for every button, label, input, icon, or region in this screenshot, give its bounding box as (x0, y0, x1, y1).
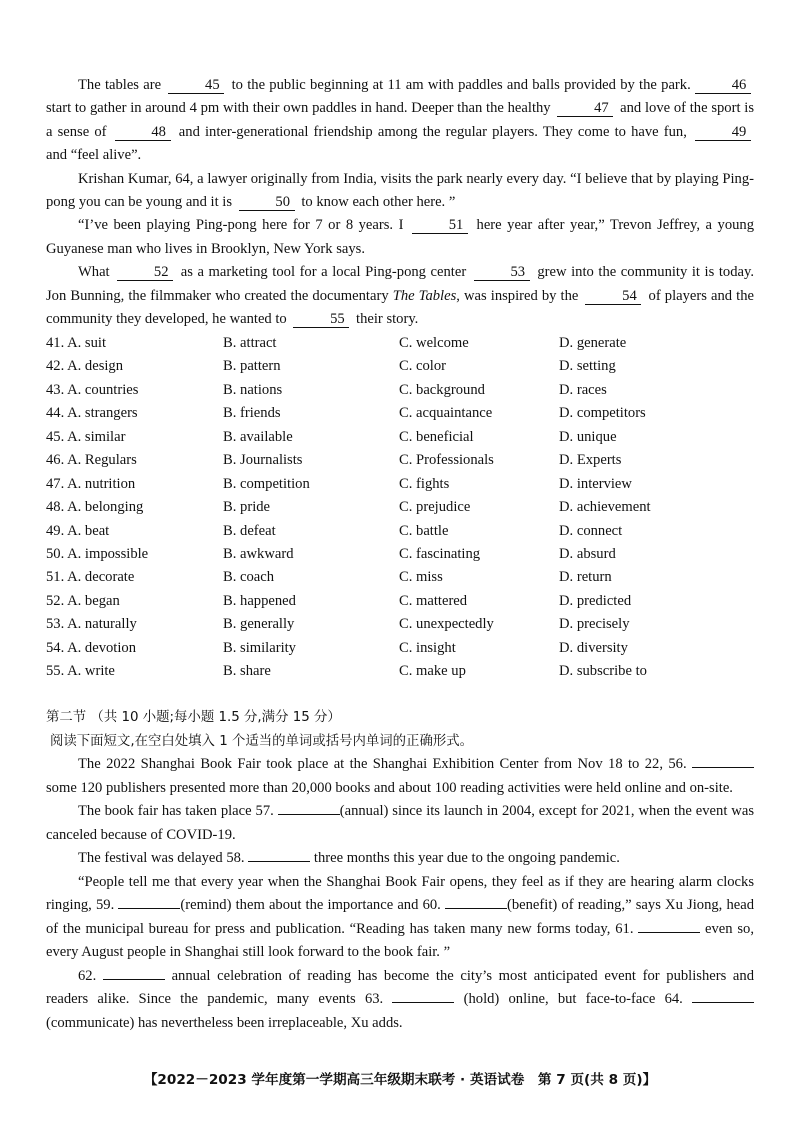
page-footer: 【2022－2023 学年度第一学期高三年级期末联考 · 英语试卷 第 7 页(共 8 页)】 (143, 1072, 657, 1088)
option-c[interactable]: C. background (399, 381, 485, 398)
grammar-paragraph-4: “People tell me that every year when the Shanghai Book Fair opens, they feel as if they are hearing alarm clocks ringing, 59. (remind) them about the importance and 60. (benefit) of reading,” says Xu Jiong, head of the municipal bureau for press and publication. “Reading has taken many new forms today, 61. even so, every August people in Shanghai still look forward to the book fair. ” (46, 873, 755, 961)
option-b[interactable]: B. pride (223, 499, 271, 516)
answer-blank-62[interactable] (103, 979, 165, 980)
option-d[interactable]: D. competitors (559, 405, 646, 422)
answer-blank-56[interactable] (692, 767, 754, 768)
grammar-paragraph-3: The festival was delayed 58. three months this year due to the ongoing pandemic. (78, 850, 620, 867)
option-b[interactable]: B. Journalists (223, 452, 303, 469)
option-d[interactable]: D. absurd (559, 545, 616, 562)
option-b[interactable]: B. nations (223, 381, 283, 398)
blank-47[interactable]: 47 (557, 101, 613, 117)
option-c[interactable]: C. welcome (399, 335, 469, 351)
option-row (46, 426, 754, 449)
answer-blank-61[interactable] (638, 932, 700, 933)
option-d[interactable]: D. setting (559, 358, 616, 375)
grammar-paragraph-2: The book fair has taken place 57. (annual) since its launch in 2004, except for 2021, when the event was canceled because of COVID-19. (46, 803, 755, 843)
option-c[interactable]: C. beneficial (399, 428, 474, 445)
option-a[interactable]: 50. A. impossible (46, 545, 149, 562)
option-d[interactable]: D. return (559, 569, 612, 586)
grammar-paragraph-1: The 2022 Shanghai Book Fair took place at the Shanghai Exhibition Center from Nov 18 to 22, 56. some 120 publishers presented more than 20,000 books and about 100 reading activities were held online and on-site. (46, 753, 754, 800)
option-a[interactable]: 49. A. beat (46, 522, 110, 539)
option-d[interactable]: D. subscribe to (559, 663, 647, 680)
option-c[interactable]: C. color (399, 358, 447, 375)
option-b[interactable]: B. attract (223, 335, 277, 351)
option-row (46, 402, 754, 425)
option-d[interactable]: D. achievement (559, 499, 651, 516)
option-a[interactable]: 46. A. Regulars (46, 452, 137, 469)
option-row (46, 590, 754, 613)
cloze-passage (46, 74, 754, 331)
option-row (46, 520, 754, 543)
option-b[interactable]: B. share (223, 663, 271, 680)
blank-55[interactable]: 55 (293, 312, 349, 328)
answer-blank-59[interactable] (118, 908, 180, 909)
option-d[interactable]: D. Experts (559, 452, 622, 469)
option-d[interactable]: D. generate (559, 335, 627, 351)
option-row (46, 473, 754, 496)
option-a[interactable]: 48. A. belonging (46, 499, 144, 516)
option-c[interactable]: C. fascinating (399, 545, 481, 562)
answer-options (46, 332, 754, 684)
option-a[interactable]: 43. A. countries (46, 381, 139, 398)
option-c[interactable]: C. Professionals (399, 452, 494, 469)
option-c[interactable]: C. insight (399, 639, 456, 656)
section-title: 第二节 （共 10 小题;每小题 1.5 分,满分 15 分） (46, 710, 341, 725)
option-row (46, 496, 754, 519)
option-a[interactable]: 54. A. devotion (46, 639, 136, 656)
option-d[interactable]: D. diversity (559, 639, 628, 656)
answer-blank-60[interactable] (445, 908, 507, 909)
option-a[interactable]: 52. A. began (46, 592, 120, 609)
option-row (46, 332, 754, 355)
answer-blank-63[interactable] (392, 1002, 454, 1003)
option-b[interactable]: B. coach (223, 569, 275, 586)
option-row (46, 566, 754, 589)
option-b[interactable]: B. competition (223, 475, 310, 492)
blank-54[interactable]: 54 (585, 289, 641, 305)
option-c[interactable]: C. acquaintance (399, 405, 493, 422)
option-d[interactable]: D. precisely (559, 616, 630, 633)
option-a[interactable]: 44. A. strangers (46, 405, 138, 422)
documentary-title: The Tables (392, 287, 457, 304)
option-row (46, 637, 754, 660)
option-c[interactable]: C. mattered (399, 592, 468, 609)
section-two (46, 706, 754, 1036)
passage-paragraph-1: The tables are 45 to the public beginning at 11 am with paddles and balls provided by the park. 46 start to gather in around 4 pm with their own paddles in hand. Deeper than the healthy 47 and love of the sport is a sense of 48 and inter-generational friendship among the regular players. They come to have fun, 49 and “feel alive”. (46, 77, 755, 164)
option-b[interactable]: B. awkward (223, 545, 294, 562)
option-b[interactable]: B. similarity (223, 639, 296, 656)
option-a[interactable]: 51. A. decorate (46, 569, 135, 586)
option-a[interactable]: 47. A. nutrition (46, 475, 136, 492)
blank-48[interactable]: 48 (115, 125, 171, 141)
option-b[interactable]: B. defeat (223, 522, 276, 539)
option-d[interactable]: D. connect (559, 522, 623, 539)
option-row (46, 379, 754, 402)
blank-45[interactable]: 45 (168, 78, 224, 94)
option-a[interactable]: 55. A. write (46, 663, 115, 680)
option-a[interactable]: 41. A. suit (46, 335, 107, 351)
option-b[interactable]: B. pattern (223, 358, 281, 375)
blank-53[interactable]: 53 (474, 265, 530, 281)
option-a[interactable]: 45. A. similar (46, 428, 126, 445)
option-c[interactable]: C. battle (399, 522, 449, 539)
option-c[interactable]: C. miss (399, 569, 443, 586)
section-instruction: 阅读下面短文,在空白处填入 1 个适当的单词或括号内单词的正确形式。 (50, 733, 474, 749)
blank-52[interactable]: 52 (117, 265, 173, 281)
option-a[interactable]: 42. A. design (46, 358, 124, 375)
option-d[interactable]: D. races (559, 381, 607, 398)
option-row (46, 449, 754, 472)
option-row (46, 660, 754, 683)
option-c[interactable]: C. prejudice (399, 499, 471, 516)
answer-blank-64[interactable] (692, 1002, 754, 1003)
option-a[interactable]: 53. A. naturally (46, 616, 137, 633)
option-c[interactable]: C. fights (399, 475, 450, 492)
option-d[interactable]: D. predicted (559, 592, 632, 609)
option-row (46, 613, 754, 636)
option-c[interactable]: C. unexpectedly (399, 616, 494, 633)
grammar-paragraph-5: 62. annual celebration of reading has become the city’s most anticipated event for publishers and readers alike. Since the pandemic, many events 63. (hold) online, but face-to-face 64. (communicate) has nevertheless been irreplaceable, Xu adds. (46, 967, 754, 1032)
answer-blank-57[interactable] (278, 814, 340, 815)
option-b[interactable]: B. generally (223, 616, 295, 633)
option-c[interactable]: C. make up (399, 663, 466, 680)
blank-50[interactable]: 50 (239, 195, 295, 211)
blank-46[interactable]: 46 (695, 78, 751, 94)
option-row (46, 355, 754, 378)
option-d[interactable]: D. interview (559, 475, 632, 492)
blank-51[interactable]: 51 (412, 218, 468, 234)
passage-paragraph-2: Krishan Kumar, 64, a lawyer originally from India, visits the park nearly every day. “I believe that by playing Ping-pong you can be young and it is 50 to know each other here. ” (46, 170, 754, 211)
passage-paragraph-4: What 52 as a marketing tool for a local Ping-pong center 53 grew into the community it is today. Jon Bunning, the filmmaker who created the documentary The Tables, was inspired by the 54 of players and the community they developed, he wanted to 55 their story. (46, 264, 754, 328)
option-row (46, 543, 754, 566)
option-b[interactable]: B. available (223, 428, 293, 445)
blank-49[interactable]: 49 (695, 125, 751, 141)
answer-blank-58[interactable] (248, 861, 310, 862)
grammar-passage (46, 753, 754, 1036)
passage-paragraph-3: “I’ve been playing Ping-pong here for 7 or 8 years. I 51 here year after year,” Trevon Jeffrey, a young Guyanese man who lives in Brooklyn, New York says. (46, 217, 755, 257)
option-b[interactable]: B. friends (223, 405, 281, 422)
option-b[interactable]: B. happened (223, 592, 296, 609)
option-d[interactable]: D. unique (559, 428, 617, 445)
